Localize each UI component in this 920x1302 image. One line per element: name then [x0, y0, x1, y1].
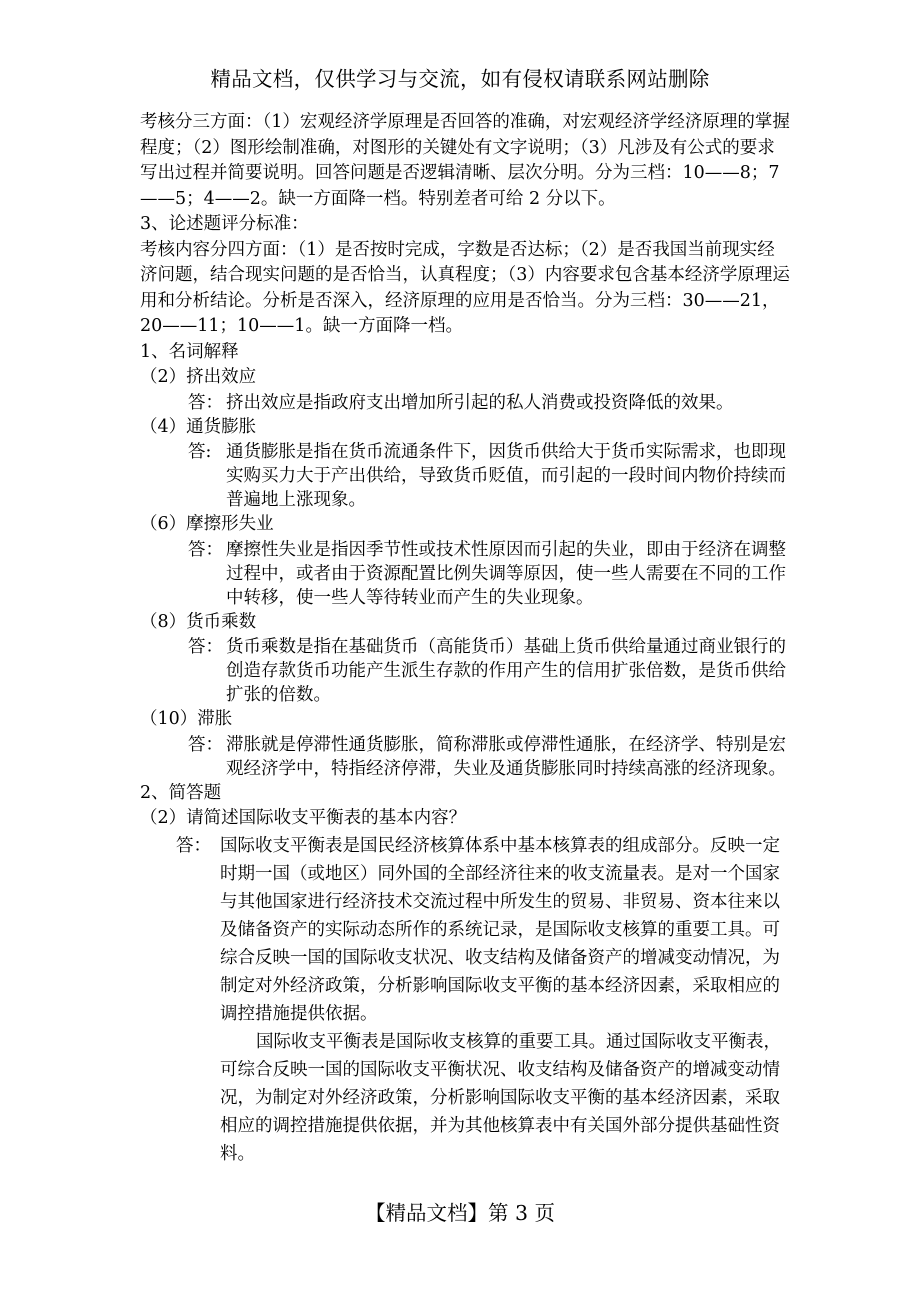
answer-prefix: 答：	[188, 637, 223, 657]
answer-text: 通货膨胀是指在货币流通条件下，因货币供给大于货币实际需求，也即现实购买力大于产出供给，导致货币贬值，而引起的一段时间内物价持续而普遍地上涨现象。	[226, 442, 786, 510]
answer-text: 货币乘数是指在基础货币（高能货币）基础上货币供给量通过商业银行的创造存款货币功能产生派生存款的作用产生的信用扩张倍数，是货币供给扩张的倍数。	[226, 637, 786, 705]
term-heading: （8）货币乘数	[140, 611, 257, 632]
answer-text: 挤出效应是指政府支出增加所引起的私人消费或投资降低的效果。	[226, 392, 734, 413]
answer-prefix: 答：	[176, 835, 211, 856]
question-answer	[140, 832, 790, 1028]
term-answer	[140, 635, 790, 707]
term-heading: （2）挤出效应	[140, 367, 257, 387]
page-header: 精品文档，仅供学习与交流，如有侵权请联系网站删除	[210, 67, 710, 91]
term-heading: （10）滞胀	[140, 709, 233, 729]
answer-prefix: 答：	[188, 392, 223, 413]
document-body	[140, 110, 790, 1168]
term-answer	[140, 440, 790, 512]
grading-paragraph-2: 考核分三方面：（1）宏观经济学原理是否回答的准确，对宏观经济学经济原理的掌握程度；（2）图形绘制准确，对图形的关键处有文字说明；（3）凡涉及有公式的要求写出过程并简要说明。回答问题是否逻辑清晰、层次分明。分为三档：10——8；7——5；4——2。缺一方面降一档。特别差者可给 2 分以下。	[140, 112, 790, 209]
section-title-short-answer: 2、简答题	[140, 782, 222, 803]
term-heading: （4）通货膨胀	[140, 416, 257, 437]
answer-prefix: 答：	[188, 734, 223, 755]
term-answer	[140, 733, 790, 781]
term-answer	[140, 538, 790, 610]
answer-text: 滞胀就是停滞性通货膨胀，简称滞胀或停滞性通胀，在经济学、特别是宏观经济学中，特指经济停滞，失业及通货膨胀同时持续高涨的经济现象。	[226, 734, 786, 779]
term-heading: （6）摩擦形失业	[140, 514, 274, 534]
answer-text: 摩擦性失业是指因季节性或技术性原因而引起的失业，即由于经济在调整过程中，或者由于资源配置比例失调等原因，使一些人需要在不同的工作中转移，使一些人等待转业而产生的失业现象。	[226, 539, 786, 608]
question-heading: （2）请简述国际收支平衡表的基本内容？	[140, 808, 467, 828]
term-answer	[140, 391, 790, 415]
answer-prefix: 答:	[188, 442, 212, 462]
page-footer: 【精品文档】第 3 页	[364, 1201, 556, 1225]
answer-paragraph: 国际收支平衡表是国际收支核算的重要工具。通过国际收支平衡表，可综合反映一国的国际收支平衡状况、收支结构及储备资产的增减变动情况，为制定对外经济政策，分析影响国际收支平衡的基本经济因素，采取相应的调控措施提供依据，并为其他核算表中有关国外部分提供基础性资料。	[220, 1031, 781, 1164]
section-title-terms: 1、名词解释	[140, 341, 239, 362]
answer-prefix: 答：	[188, 539, 223, 560]
essay-grading-title: 3、论述题评分标准：	[140, 214, 309, 234]
essay-grading-paragraph: 考核内容分四方面：（1）是否按时完成，字数是否达标；（2）是否我国当前现实经济问题，结合现实问题的是否恰当，认真程度；（3）内容要求包含基本经济学原理运用和分析结论。分析是否深入，经济原理的应用是否恰当。分为三档：30——21，20——11；10——1。缺一方面降一档。	[140, 239, 790, 336]
answer-text: 国际收支平衡表是国民经济核算体系中基本核算表的组成部分。反映一定时期一国（或地区）同外国的全部经济往来的收支流量表。是对一个国家与其他国家进行经济技术交流过程中所发生的贸易、非贸易、资本往来以及储备资产的实际动态所作的系统记录，是国际收支核算的重要工具。可综合反映一国的国际收支状况、收支结构及储备资产的增减变动情况，为制定对外经济政策，分析影响国际收支平衡的基本经济因素，采取相应的调控措施提供依据。	[220, 835, 780, 1024]
